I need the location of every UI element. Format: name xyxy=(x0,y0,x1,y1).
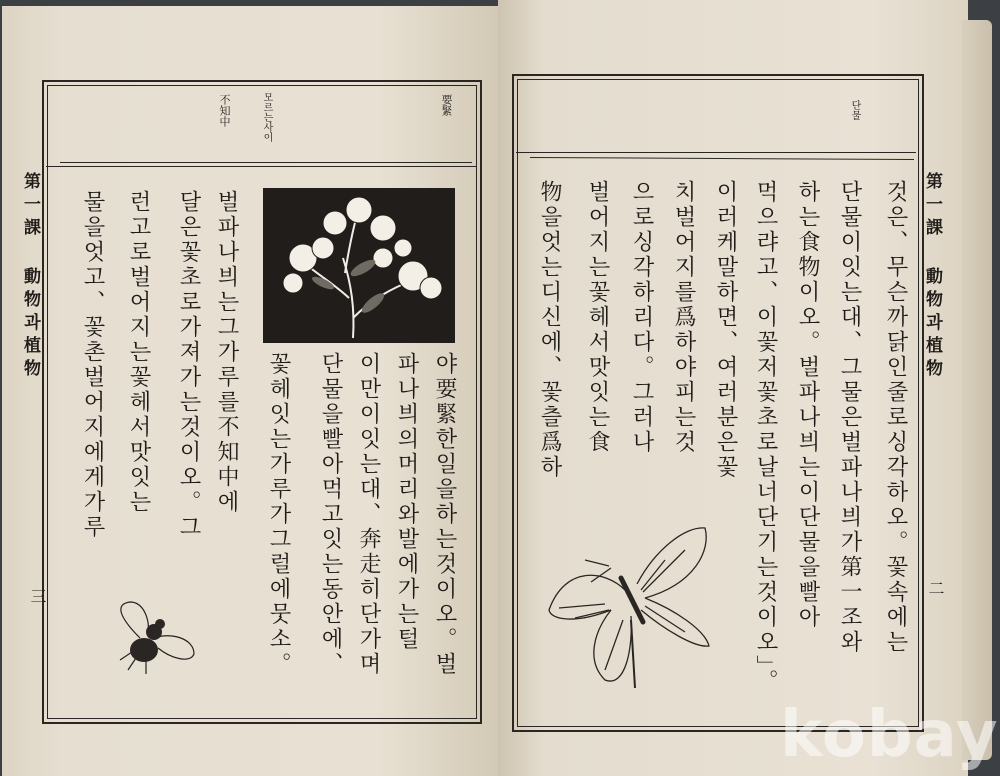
left-text-column-6: 벌파나븨는그가루를不知中에 xyxy=(214,190,239,515)
left-header-rule xyxy=(60,162,472,163)
left-text-column-5: 꽃헤잇는가루가그럴에뭇소。 xyxy=(266,352,291,677)
right-text-column-5: 이러케말하면、여러분은꽃 xyxy=(713,180,738,480)
left-text-column-8: 런고로벌어지는꽃헤서맛잇는 xyxy=(126,190,151,515)
left-text-column-3: 이만이잇는대、奔走히단가며 xyxy=(356,352,381,677)
right-header-rule xyxy=(516,152,916,153)
gloss-word-2: 要緊 xyxy=(440,94,453,116)
left-text-column-2: 파나븨의머리와발에가는털 xyxy=(394,352,419,652)
left-header-rule-2 xyxy=(46,166,476,167)
page-stack-edge xyxy=(962,20,992,760)
gloss-word-1: 不知中 xyxy=(218,94,231,127)
right-text-column-3: 하는食物이오。벌파나븨는이단물을빨아 xyxy=(795,180,820,630)
left-page-number: 三 xyxy=(28,588,47,604)
right-text-column-4: 먹으랴고、이꽃저꽃초로날너단기는것이오」。 xyxy=(753,180,778,694)
bee-illustration xyxy=(110,598,200,678)
right-running-header: 第一課 動物과植物 xyxy=(922,172,942,382)
right-text-column-2: 단물이잇는대、그물은벌파나븨가第一조와 xyxy=(837,180,862,655)
kobay-watermark: kobay xyxy=(780,698,999,772)
cherry-blossom-illustration xyxy=(263,188,455,343)
butterfly-illustration xyxy=(545,520,715,692)
right-text-column-8: 벌어지는꽃헤서맛잇는食 xyxy=(585,180,610,455)
left-text-column-9: 물을엇고、꽃촌벌어지에게가루 xyxy=(80,190,105,540)
right-text-column-9: 物을엇는디신에、꽃츨爲하 xyxy=(537,180,562,480)
right-text-column-7: 으로싱각하리다。그러나 xyxy=(629,180,654,455)
gloss-reading-1: 모르는사이 xyxy=(261,92,272,142)
left-text-column-4: 단물을빨아먹고잇는동안에、 xyxy=(318,352,343,677)
left-text-column-7: 달은꽃초로가져가는것이오。그 xyxy=(176,190,201,540)
right-page-number: 二 xyxy=(926,580,945,596)
left-text-column-1: 야要緊한일을하는것이오。벌 xyxy=(432,352,457,677)
gloss-word-3: 단물 xyxy=(849,100,860,120)
right-text-column-1: 것은、무슨까닭인줄로싱각하오。꽃속에는 xyxy=(883,180,908,655)
right-text-column-6: 치벌어지를爲하야피는것 xyxy=(671,180,696,455)
left-running-header: 第一課 動物과植物 xyxy=(20,172,40,382)
